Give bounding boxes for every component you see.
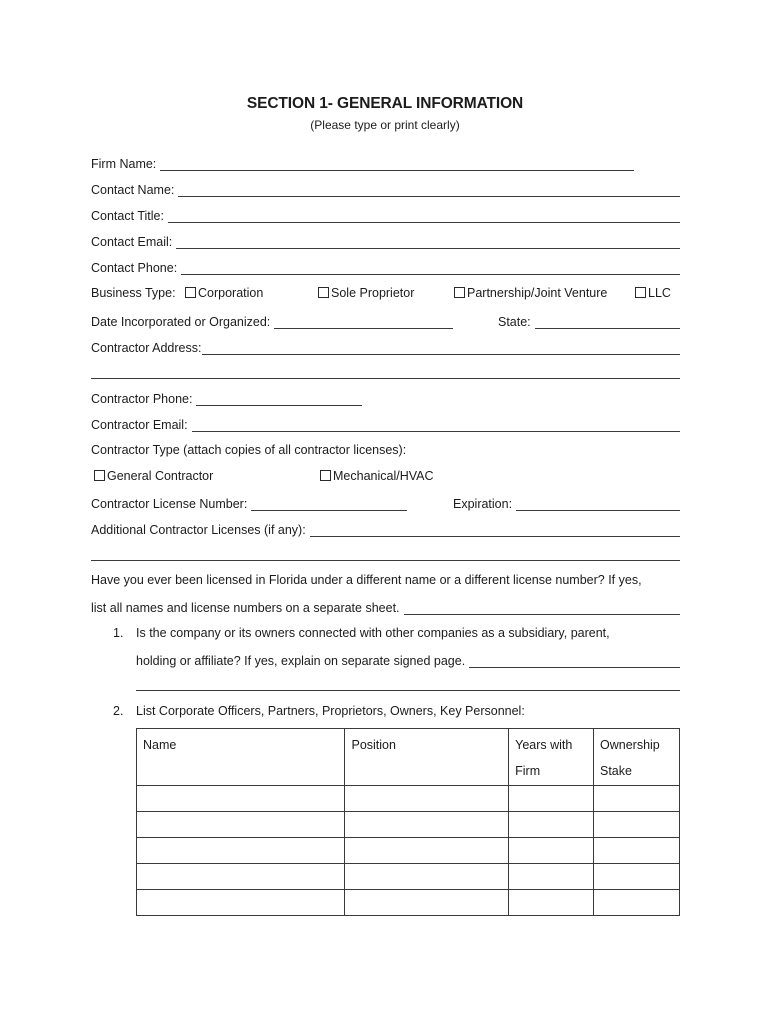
- llc-checkbox[interactable]: [635, 287, 646, 298]
- table-cell[interactable]: [137, 812, 345, 838]
- header-position: Position: [345, 729, 509, 786]
- table-cell[interactable]: [345, 786, 509, 812]
- q1-line-2: holding or affiliate? If yes, explain on separate signed page.: [136, 654, 466, 668]
- business-type-sole-proprietor[interactable]: Sole Proprietor: [318, 286, 414, 300]
- business-type-label: Business Type:: [91, 286, 176, 300]
- contractor-phone-label: Contractor Phone:: [91, 392, 193, 406]
- table-cell[interactable]: [137, 890, 345, 916]
- table-cell[interactable]: [594, 786, 680, 812]
- table-cell[interactable]: [345, 838, 509, 864]
- contact-email-field[interactable]: [176, 237, 680, 249]
- table-row: [137, 812, 680, 838]
- additional-licenses-field[interactable]: [310, 525, 680, 537]
- contractor-type-label: Contractor Type (attach copies of all contractor licenses):: [91, 443, 407, 457]
- additional-licenses-label: Additional Contractor Licenses (if any):: [91, 523, 306, 537]
- expiration-row: [453, 495, 680, 511]
- header-years-with-firm: Years with Firm: [509, 729, 594, 786]
- state-row: [498, 313, 680, 329]
- contractor-type-mechanical[interactable]: Mechanical/HVAC: [320, 469, 434, 483]
- table-cell[interactable]: [594, 890, 680, 916]
- mechanical-hvac-checkbox[interactable]: [320, 470, 331, 481]
- table-row: [137, 786, 680, 812]
- section-subtitle: (Please type or print clearly): [310, 118, 460, 132]
- q1-line-1: Is the company or its owners connected with other companies as a subsidiary, parent,: [136, 626, 610, 640]
- expiration-field[interactable]: [516, 499, 680, 511]
- contact-title-label: Contact Title:: [91, 209, 164, 223]
- section-title: SECTION 1- GENERAL INFORMATION: [246, 95, 524, 112]
- q1-number: 1.: [113, 626, 124, 640]
- contact-name-row: [91, 181, 680, 197]
- business-type-llc[interactable]: LLC: [635, 286, 671, 300]
- contact-name-field[interactable]: [178, 185, 680, 197]
- license-number-field[interactable]: [251, 499, 407, 511]
- q2-number: 2.: [113, 704, 124, 718]
- q1-row-2: [136, 652, 680, 668]
- table-cell[interactable]: [509, 890, 594, 916]
- contractor-phone-row: [91, 390, 362, 406]
- table-row: [137, 864, 680, 890]
- date-incorporated-row: [91, 313, 453, 329]
- contact-phone-label: Contact Phone:: [91, 261, 178, 275]
- license-number-label: Contractor License Number:: [91, 497, 248, 511]
- firm-name-row: [91, 155, 634, 171]
- contact-name-label: Contact Name:: [91, 183, 175, 197]
- table-cell[interactable]: [594, 838, 680, 864]
- date-incorporated-field[interactable]: [274, 317, 453, 329]
- contractor-email-label: Contractor Email:: [91, 418, 188, 432]
- contact-email-label: Contact Email:: [91, 235, 173, 249]
- table-cell[interactable]: [137, 838, 345, 864]
- contractor-email-row: [91, 416, 680, 432]
- additional-licenses-line-2[interactable]: [91, 560, 680, 561]
- sole-proprietor-checkbox[interactable]: [318, 287, 329, 298]
- table-cell[interactable]: [345, 812, 509, 838]
- state-label: State:: [498, 315, 531, 329]
- state-field[interactable]: [535, 317, 680, 329]
- florida-question-field[interactable]: [404, 603, 680, 615]
- q2-text: List Corporate Officers, Partners, Proprietors, Owners, Key Personnel:: [136, 704, 525, 718]
- table-cell[interactable]: [345, 890, 509, 916]
- contact-phone-field[interactable]: [181, 263, 680, 275]
- business-type-corporation[interactable]: Corporation: [185, 286, 263, 300]
- contact-phone-row: [91, 259, 680, 275]
- table-cell[interactable]: [594, 812, 680, 838]
- corporation-checkbox[interactable]: [185, 287, 196, 298]
- table-cell[interactable]: [509, 838, 594, 864]
- firm-name-label: Firm Name:: [91, 157, 157, 171]
- contractor-address-line-2[interactable]: [91, 378, 680, 379]
- general-contractor-checkbox[interactable]: [94, 470, 105, 481]
- table-cell[interactable]: [137, 864, 345, 890]
- contractor-address-field[interactable]: [202, 343, 680, 355]
- table-cell[interactable]: [509, 786, 594, 812]
- florida-question-line-1: Have you ever been licensed in Florida under a different name or a different license number? If yes,: [91, 573, 642, 587]
- date-incorporated-label: Date Incorporated or Organized:: [91, 315, 271, 329]
- contractor-address-label: Contractor Address:: [91, 341, 202, 355]
- contact-email-row: [91, 233, 680, 249]
- table-cell[interactable]: [509, 864, 594, 890]
- expiration-label: Expiration:: [453, 497, 513, 511]
- contractor-type-general[interactable]: General Contractor: [94, 469, 213, 483]
- contact-title-field[interactable]: [168, 211, 680, 223]
- contractor-email-field[interactable]: [192, 420, 680, 432]
- table-cell[interactable]: [594, 864, 680, 890]
- table-cell[interactable]: [345, 864, 509, 890]
- q1-answer-field[interactable]: [469, 656, 680, 668]
- contractor-address-row: [91, 339, 680, 355]
- table-header-row: [137, 729, 680, 786]
- q1-answer-line-2[interactable]: [136, 690, 680, 691]
- partnership-checkbox[interactable]: [454, 287, 465, 298]
- license-number-row: [91, 495, 407, 511]
- contractor-phone-field[interactable]: [196, 394, 362, 406]
- contact-title-row: [91, 207, 680, 223]
- header-ownership-stake: Ownership Stake: [594, 729, 680, 786]
- additional-licenses-row: [91, 521, 680, 537]
- officers-table: [136, 728, 680, 916]
- table-row: [137, 838, 680, 864]
- header-name: Name: [137, 729, 345, 786]
- florida-question-row-2: [91, 599, 680, 615]
- business-type-partnership[interactable]: Partnership/Joint Venture: [454, 286, 607, 300]
- florida-question-line-2: list all names and license numbers on a separate sheet.: [91, 601, 400, 615]
- table-cell[interactable]: [509, 812, 594, 838]
- table-row: [137, 890, 680, 916]
- firm-name-field[interactable]: [160, 159, 634, 171]
- table-cell[interactable]: [137, 786, 345, 812]
